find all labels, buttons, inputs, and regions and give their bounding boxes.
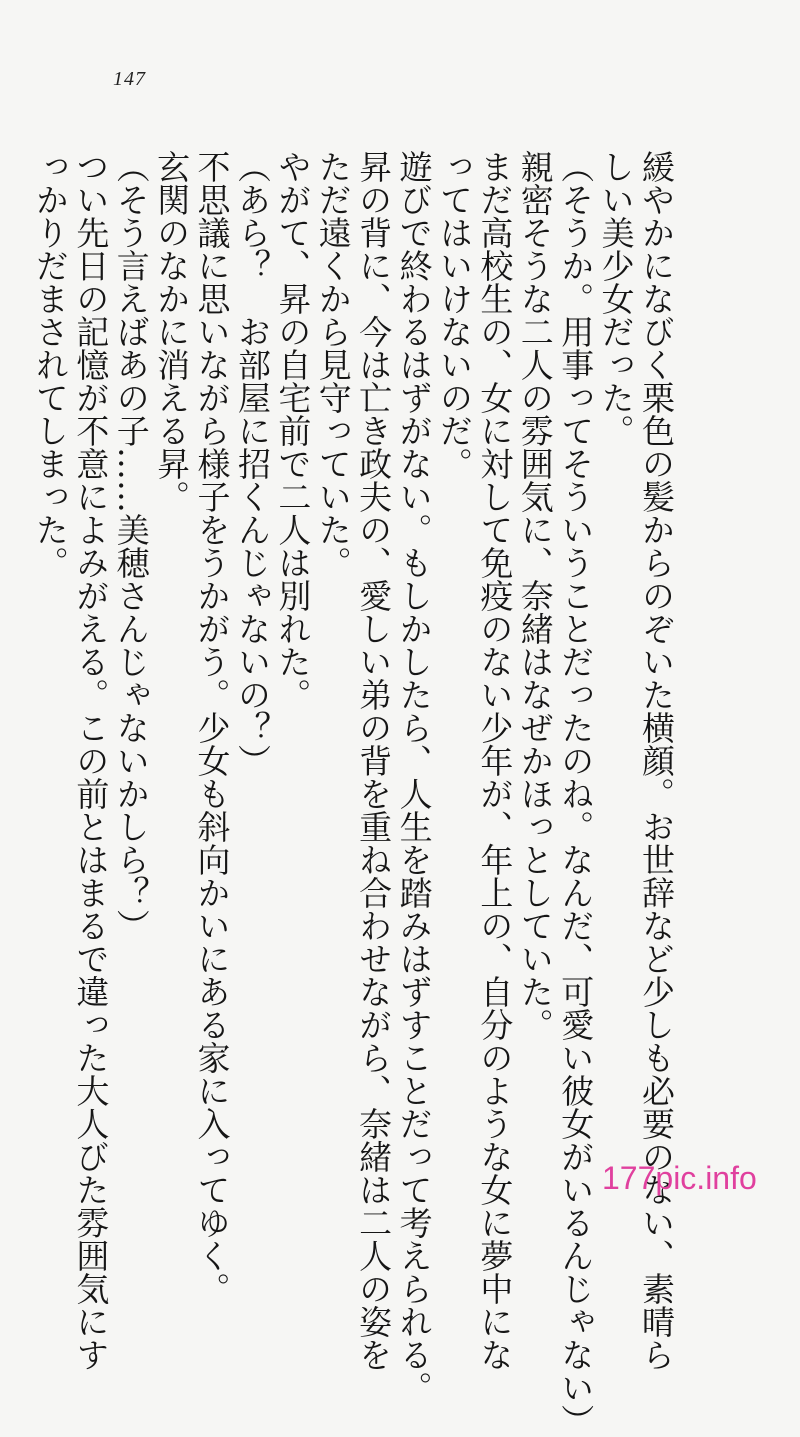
text-line: （あら？ お部屋に招くんじゃないの？）: [232, 150, 272, 777]
text-line: つい先日の記憶が不意によみがえる。この前とはまるで違った大人びた雰囲気にす: [71, 150, 111, 1371]
text-line: ただ遠くから見守っていた。: [313, 150, 353, 579]
text-line: しい美少女だった。: [596, 150, 636, 447]
text-line: 遊びで終わるはずがない。もしかしたら、人生を踏みはずすことだって考えられる。: [394, 150, 434, 1404]
watermark-text: 177pic.info: [602, 1160, 757, 1196]
text-line: 玄関のなかに消える昇。: [152, 150, 192, 513]
text-line: 親密そうな二人の雰囲気に、奈緒はなぜかほっとしていた。: [515, 150, 555, 1041]
text-line: 昇の背に、今は亡き政夫の、愛しい弟の背を重ね合わせながら、奈緒は二人の姿を: [354, 150, 394, 1371]
text-line: ってはいけないのだ。: [434, 150, 474, 480]
text-line: 不思議に思いながら様子をうかがう。少女も斜向かいにある家に入ってゆく。: [192, 150, 232, 1305]
text-line: （そうか。用事ってそういうことだったのね。なんだ、可愛い彼女がいるんじゃない）: [556, 150, 596, 1437]
text-line: まだ高校生の、女に対して免疫のない少年が、年上の、自分のような女に夢中にな: [475, 150, 515, 1371]
text-line: やがて、昇の自宅前で二人は別れた。: [273, 150, 313, 711]
novel-text-block: [30, 150, 676, 1437]
page-number: 147: [113, 68, 146, 90]
text-line: 緩やかになびく栗色の髪からのぞいた横顔。お世辞など少しも必要のない、素晴ら: [637, 150, 676, 1371]
text-line: っかりだまされてしまった。: [30, 150, 70, 579]
text-line: （そう言えばあの子……美穂さんじゃないかしら？）: [111, 150, 151, 942]
